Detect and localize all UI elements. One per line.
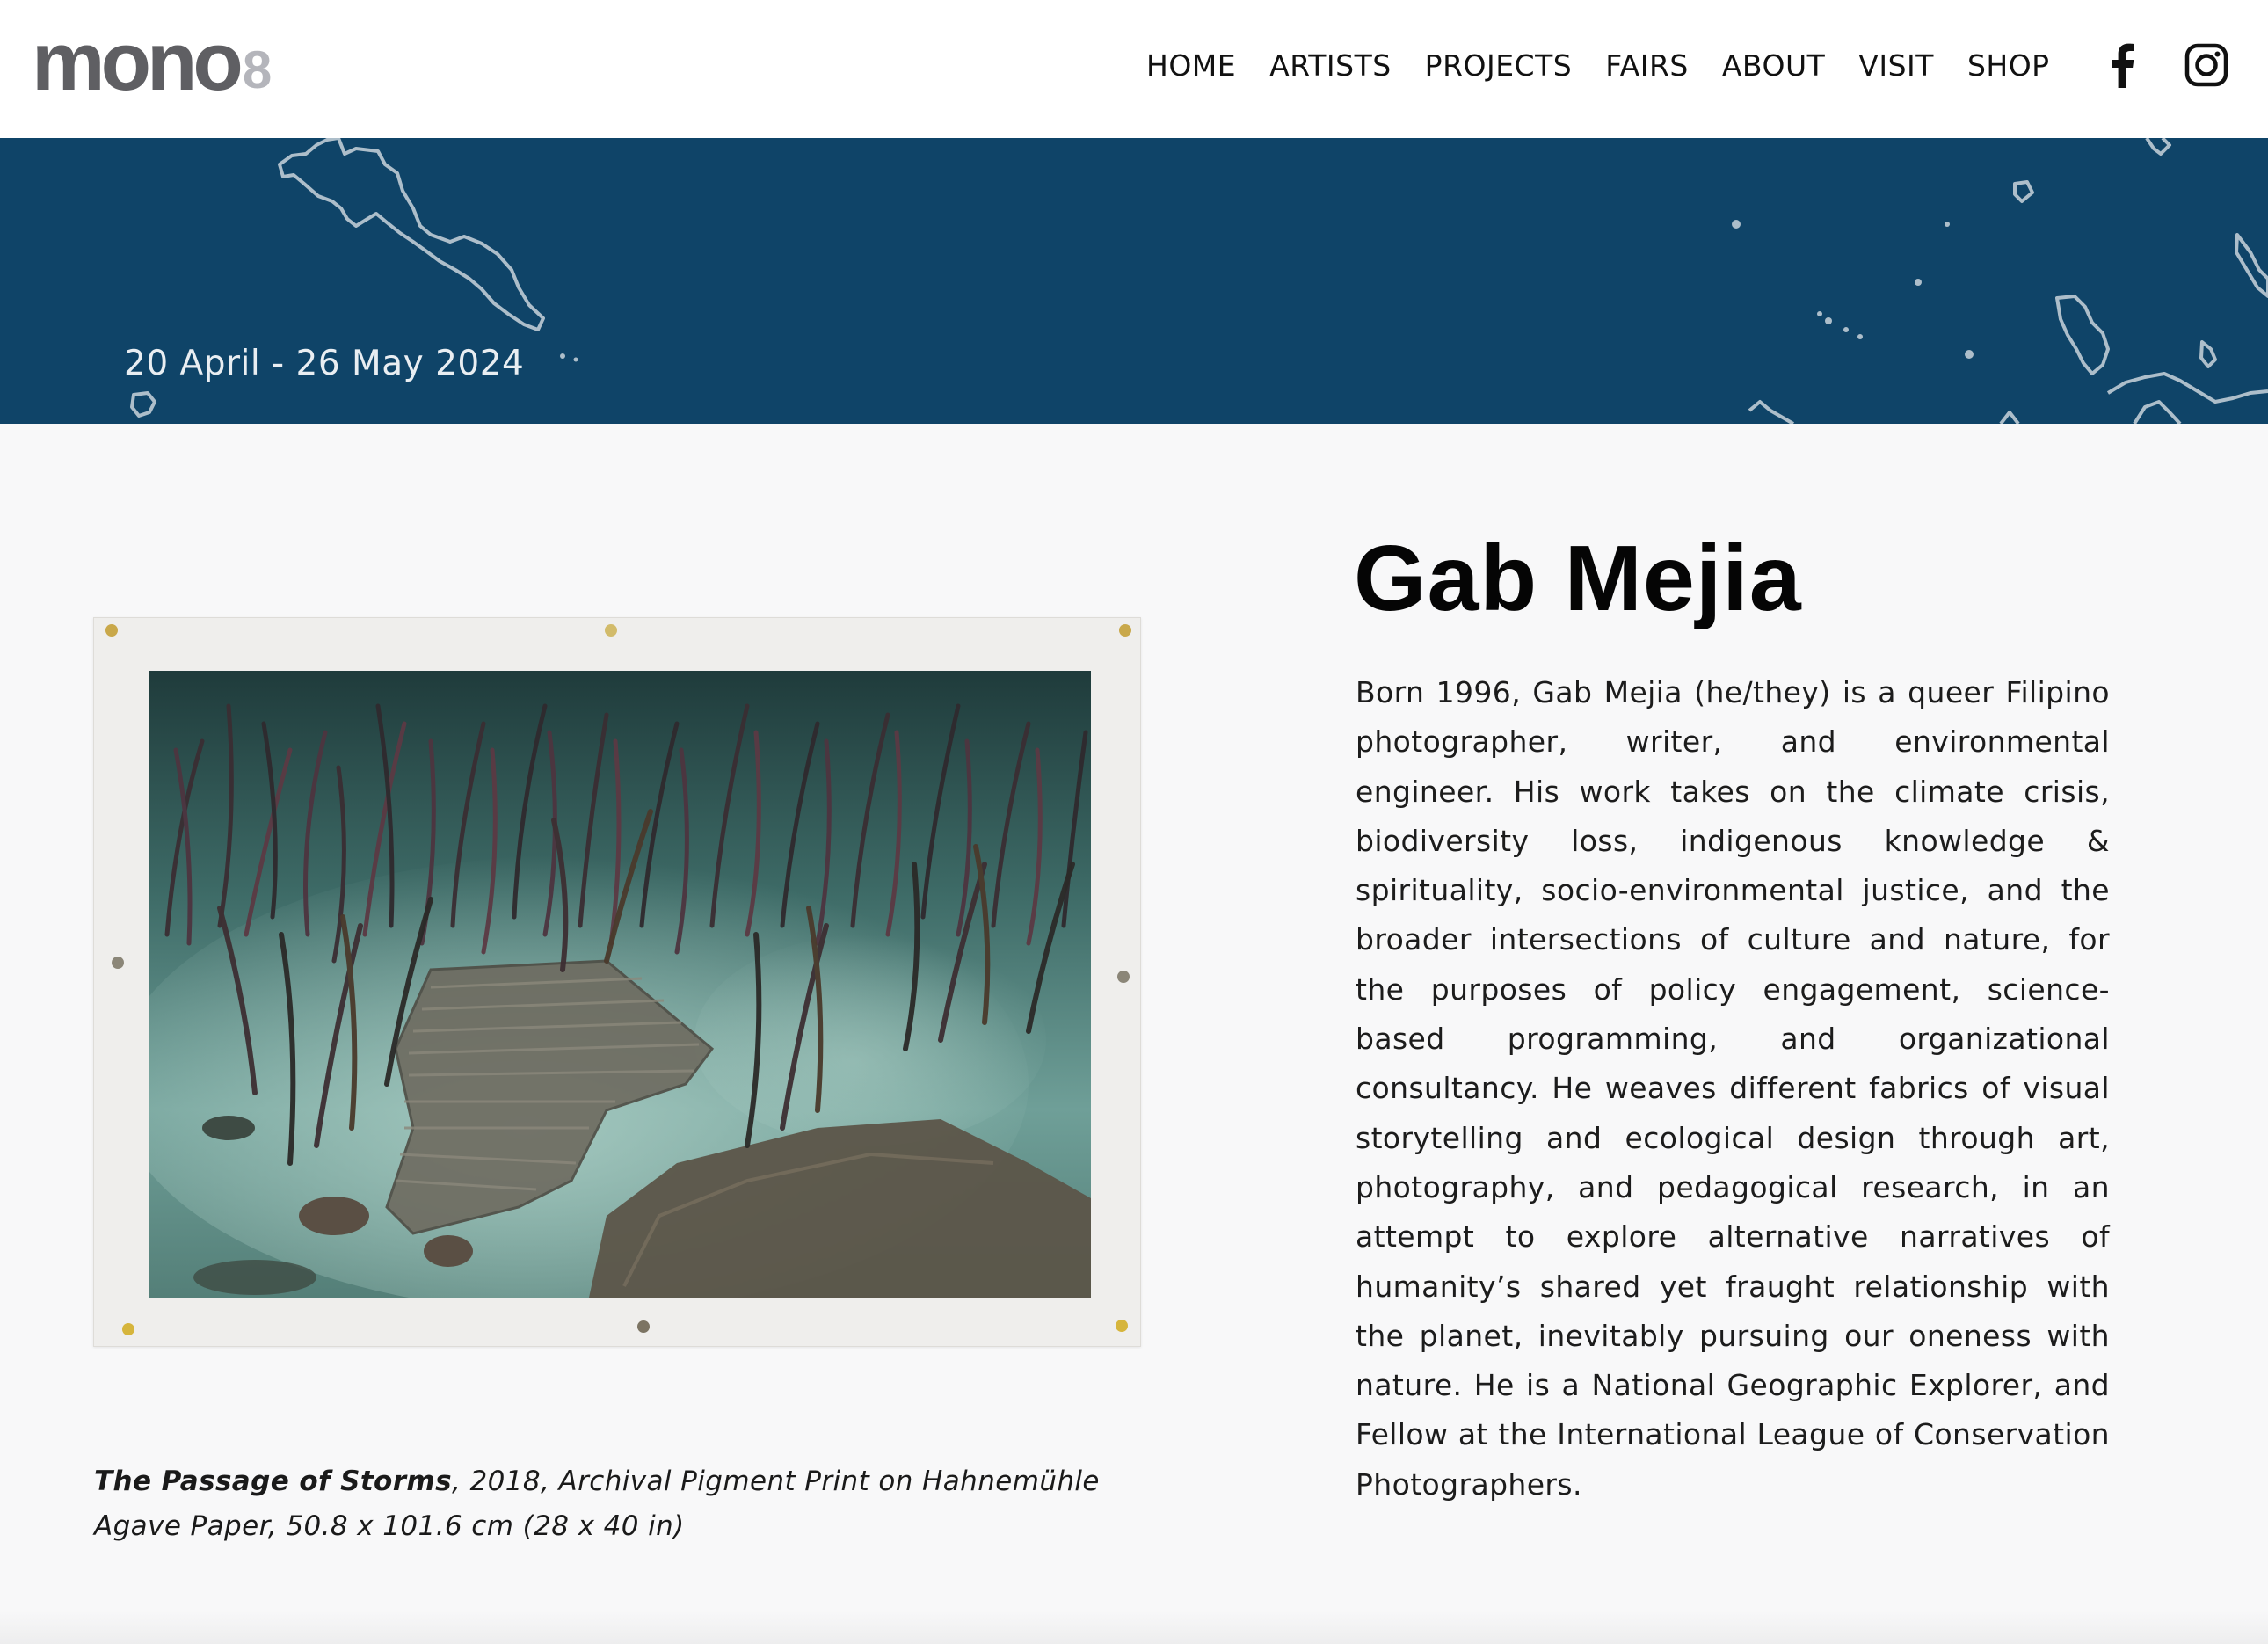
instagram-icon[interactable] xyxy=(2180,39,2233,91)
site-header xyxy=(0,0,2268,138)
exhibition-dates: 20 April - 26 May 2024 xyxy=(124,344,525,383)
artist-name: Gab Mejia xyxy=(1354,527,1802,630)
artwork-details: , 2018, Archival Pigment Print on Hahnemühle Agave Paper, 50.8 x 101.6 cm (28 x 40 in) xyxy=(94,1466,1100,1542)
exhibition-banner xyxy=(0,138,2268,424)
underwater-seagrass-photo xyxy=(149,671,1091,1298)
artist-bio: Born 1996, Gab Mejia (he/they) is a queer Filipino photographer, writer, and environmental engineer. His work takes on the climate crisis, biodiversity loss, indigenous knowledge & spirituality, socio-environmental justice, and the broader intersections of culture and nature, for the purposes of policy engagement, science-based programming, and organizational consultancy. He weaves different fabrics of visual storytelling and ecological design through art, photography, and pedagogical research, in an attempt to explore alternative narratives of humanity’s shared yet fraught relationship with the planet, inevitably pursuing our oneness with nature. He is a National Geographic Explorer, and Fellow at the International League of Conservation Photographers. xyxy=(1356,675,2110,1502)
mounting-pin xyxy=(637,1320,650,1333)
facebook-icon[interactable] xyxy=(2096,39,2148,91)
mounting-pin xyxy=(1116,1320,1128,1332)
nav-shop[interactable]: SHOP xyxy=(1966,48,2050,83)
artwork-caption xyxy=(94,1459,1167,1549)
artwork-image[interactable] xyxy=(93,617,1141,1347)
site-logo[interactable] xyxy=(32,15,273,107)
nav-about[interactable]: ABOUT xyxy=(1721,48,1826,83)
logo-text: mono xyxy=(32,15,239,107)
mounting-pin xyxy=(112,957,124,969)
logo-suffix: 8 xyxy=(242,40,273,99)
nav-fairs[interactable]: FAIRS xyxy=(1605,48,1689,83)
nav-artists[interactable]: ARTISTS xyxy=(1269,48,1392,83)
nav-projects[interactable]: PROJECTS xyxy=(1424,48,1573,83)
mounting-pin xyxy=(1117,971,1130,983)
mounting-pin xyxy=(122,1323,134,1335)
artwork-title: The Passage of Storms xyxy=(94,1466,452,1497)
mounting-pin xyxy=(605,624,617,637)
mounting-pin xyxy=(1119,624,1131,637)
nav-home[interactable]: HOME xyxy=(1146,48,1237,83)
main-nav xyxy=(1146,46,2050,86)
nav-visit[interactable]: VISIT xyxy=(1858,48,1934,83)
page-bottom-edge xyxy=(0,1611,2268,1644)
mounting-pin xyxy=(105,624,118,637)
